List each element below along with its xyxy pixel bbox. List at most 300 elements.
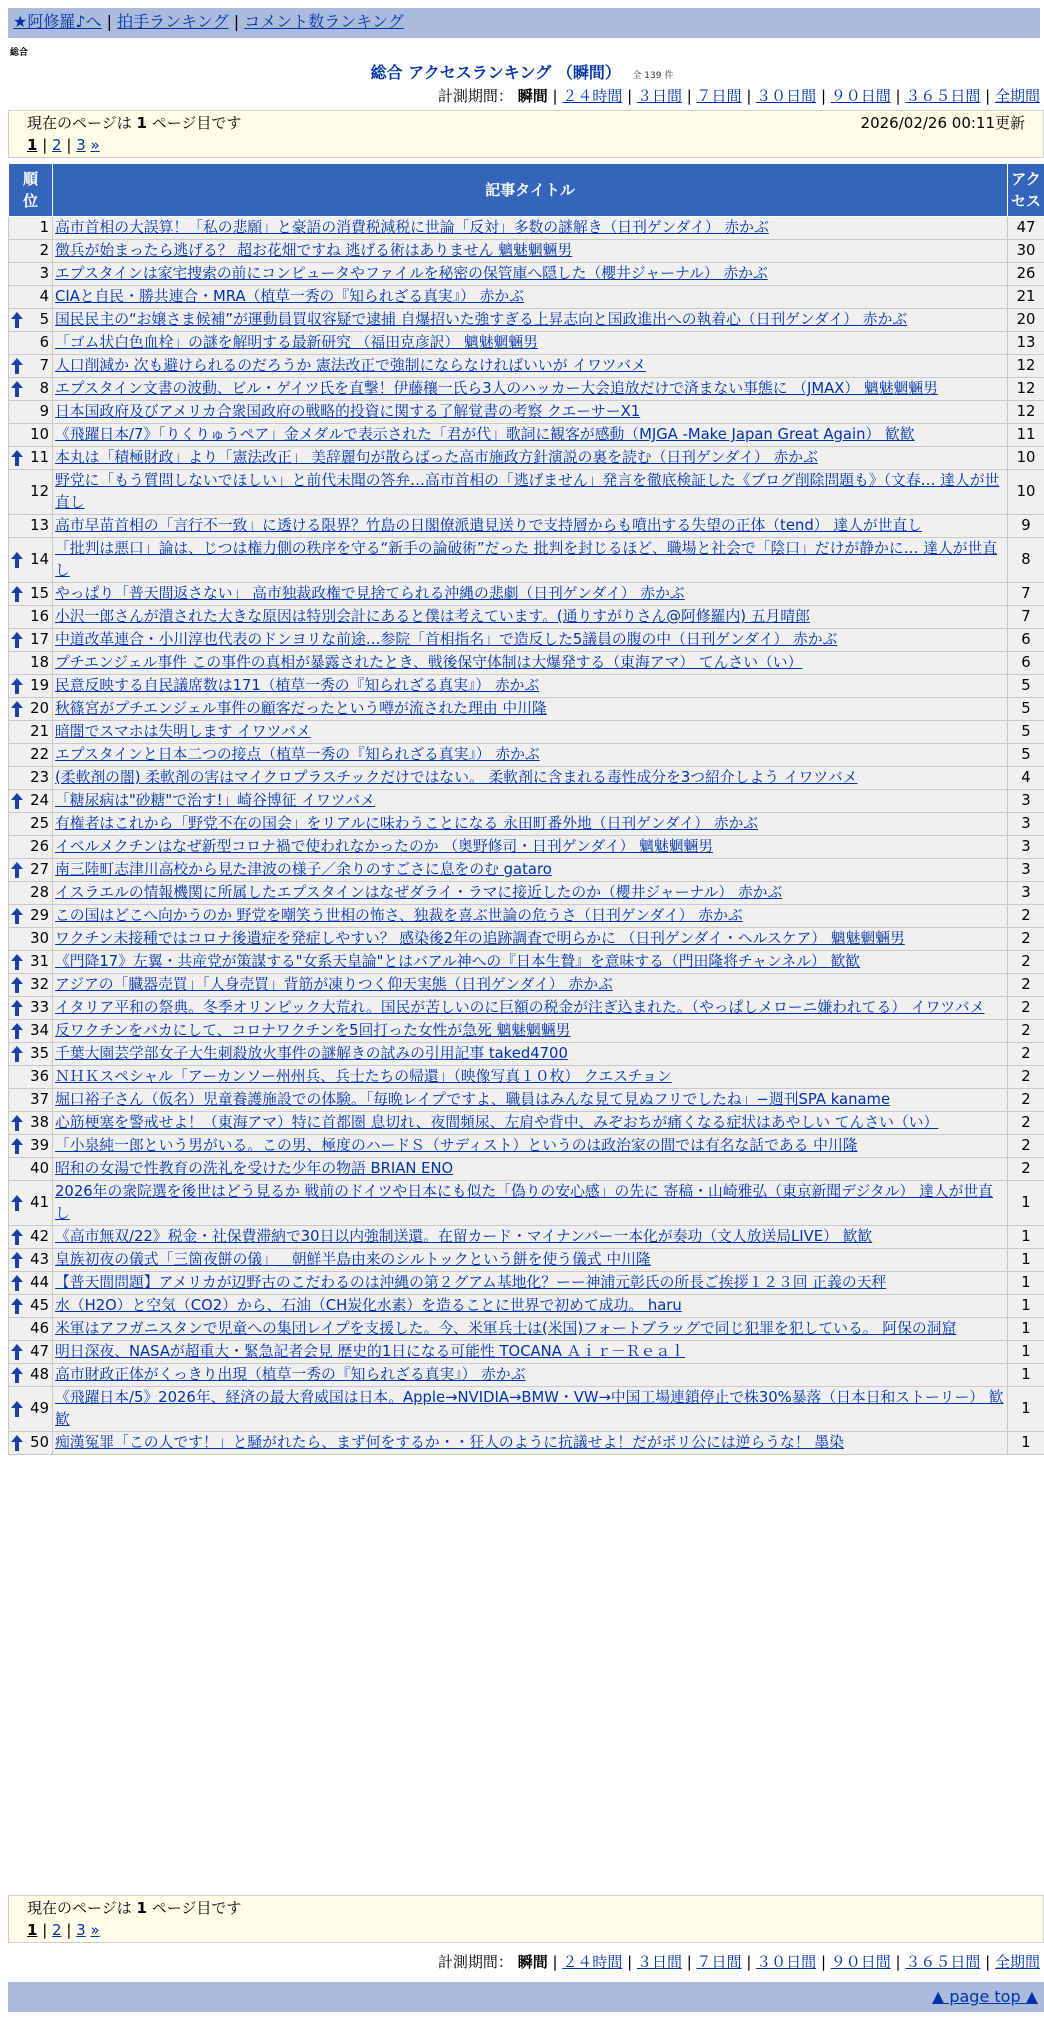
- separator: |: [61, 1921, 77, 1939]
- period-link[interactable]: ３６５日間: [905, 1953, 981, 1971]
- rank-up-arrow-icon: [11, 358, 23, 374]
- rank-cell: [9, 309, 53, 332]
- article-link[interactable]: 明日深夜、NASAが超重大・緊急記者会見 歴史的1日になる可能性 TOCANA Ａｉｒ－Ｒｅａｌ: [55, 1343, 685, 1360]
- rank-up-arrow-icon: [11, 793, 23, 809]
- page-link-3[interactable]: 3: [76, 1921, 86, 1939]
- article-link[interactable]: イスラエルの情報機関に所属したエプスタインはなぜダライ・ラマに接近したのか（櫻井ジャーナル） 赤かぶ: [55, 884, 783, 901]
- rank-cell: [9, 1272, 53, 1295]
- page-status: 現在のページは 1 ページ目です: [27, 114, 242, 132]
- separator: |: [37, 1921, 53, 1939]
- next-page-link[interactable]: »: [90, 136, 100, 154]
- access-count: 9: [1008, 515, 1044, 538]
- article-link[interactable]: (柔軟剤の闇) 柔軟剤の害はマイクロプラスチックだけではない。 柔軟剤に含まれる毒性成分を3つ紹介しよう イワツバメ: [55, 769, 858, 786]
- rank-cell: [9, 538, 53, 583]
- title-cell: [53, 1318, 1008, 1341]
- rank-cell: [9, 1158, 53, 1181]
- access-count: 1: [1008, 1387, 1044, 1432]
- rank-number: 29: [30, 907, 49, 924]
- rank-number: 46: [30, 1320, 49, 1337]
- article-link[interactable]: 「小泉純一郎という男がいる。この男、極度のハードＳ（サディスト）というのは政治家の間では有名な話である 中川隆: [55, 1137, 858, 1154]
- access-count: 2: [1008, 905, 1044, 928]
- table-row: [9, 928, 1044, 951]
- article-link[interactable]: 南三陸町志津川高校から見た津波の様子／余りのすごさに息をのむ gataro: [55, 861, 552, 878]
- title-cell: [53, 286, 1008, 309]
- rank-up-arrow-icon: [11, 701, 23, 717]
- rank-cell: [9, 217, 53, 240]
- title-cell: [53, 1066, 1008, 1089]
- access-count: 1: [1008, 1181, 1044, 1226]
- article-link[interactable]: 高市早苗首相の「言行不一致」に透ける限界？竹島の日閣僚派遣見送りで支持層からも噴出する失望の正体（tend） 達人が世直し: [55, 517, 923, 534]
- article-link[interactable]: 民意反映する自民議席数は171（植草一秀の『知られざる真実』） 赤かぶ: [55, 677, 540, 694]
- access-count: 10: [1008, 447, 1044, 470]
- rank-cell: [9, 744, 53, 767]
- rank-cell: [9, 974, 53, 997]
- separator: |: [980, 1953, 995, 1971]
- title-cell: [53, 606, 1008, 629]
- table-row: [9, 905, 1044, 928]
- period-current: 瞬間: [517, 87, 548, 105]
- rank-cell: [9, 401, 53, 424]
- article-link[interactable]: エプスタインと日本二つの接点（植草一秀の『知られざる真実』） 赤かぶ: [55, 746, 540, 763]
- access-count: 47: [1008, 217, 1044, 240]
- table-row: [9, 1295, 1044, 1318]
- rank-cell: [9, 1318, 53, 1341]
- access-count: 13: [1008, 332, 1044, 355]
- article-link[interactable]: 「糖尿病は"砂糖"で治す!」崎谷博征 イワツバメ: [55, 792, 375, 809]
- title-cell: [53, 836, 1008, 859]
- page-links: [27, 135, 1025, 155]
- article-link[interactable]: 小沢一郎さんが潰された大きな原因は特別会計にあると僕は考えています。(通りすがりさん@阿修羅内) 五月晴郎: [55, 608, 810, 625]
- ranking-table: [8, 163, 1044, 1455]
- access-count: 1: [1008, 1226, 1044, 1249]
- rank-number: 30: [30, 930, 49, 947]
- article-link[interactable]: エプスタインは家宅捜索の前にコンピュータやファイルを秘密の保管庫へ隠した（櫻井ジャーナル） 赤かぶ: [55, 265, 768, 282]
- title-cell: [53, 1112, 1008, 1135]
- period-link[interactable]: ９０日間: [830, 1953, 891, 1971]
- rank-up-arrow-icon: [11, 678, 23, 694]
- article-link[interactable]: 堀口裕子さん（仮名）児童養護施設での体験。「毎晩レイプですよ、職員はみんな見て見ぬフリでしたね」−週刊SPA kaname: [55, 1091, 891, 1108]
- access-count: 12: [1008, 401, 1044, 424]
- title-cell: [53, 813, 1008, 836]
- access-count: 12: [1008, 378, 1044, 401]
- access-count: 5: [1008, 744, 1044, 767]
- table-row: [9, 1272, 1044, 1295]
- rank-number: 9: [39, 403, 49, 420]
- article-link[interactable]: 昭和の女湯で性教育の洗礼を受けた少年の物語 BRIAN ENO: [55, 1160, 454, 1177]
- article-link[interactable]: この国はどこへ向かうのか 野党を嘲笑う世相の怖さ、独裁を喜ぶ世論の危うさ（日刊ゲンダイ） 赤かぶ: [55, 907, 743, 924]
- rank-cell: [9, 928, 53, 951]
- page-link-1: 1: [27, 1921, 38, 1939]
- title-cell: [53, 928, 1008, 951]
- rank-number: 42: [30, 1228, 49, 1245]
- table-row: [9, 1387, 1044, 1432]
- separator: |: [816, 1953, 831, 1971]
- article-link[interactable]: 《飛躍日本/7》「りくりゅうペア」金メダルで表示された「君が代」歌詞に観客が感動（MJGA -Make Japan Great Again） 歓歓: [55, 426, 915, 443]
- updated-timestamp: 2026/02/26 00:11更新: [860, 114, 1025, 132]
- period-current: 瞬間: [517, 1953, 548, 1971]
- table-row: [9, 515, 1044, 538]
- access-count: 5: [1008, 698, 1044, 721]
- page-top-link[interactable]: ▲ page top ▲: [931, 1987, 1038, 2006]
- title-cell: [53, 217, 1008, 240]
- period-label: 計測期間：: [437, 87, 513, 105]
- rank-cell: [9, 652, 53, 675]
- table-row: [9, 1181, 1044, 1226]
- access-count: 11: [1008, 424, 1044, 447]
- separator: |: [547, 87, 563, 105]
- page-link-3[interactable]: 3: [76, 136, 86, 154]
- article-link[interactable]: イタリア平和の祭典。冬季オリンピック大荒れ。国民が苦しいのに巨額の税金が注ぎ込まれた。（やっぱしメローニ嫌われてる） イワツバメ: [55, 999, 985, 1016]
- rank-up-arrow-icon: [11, 552, 23, 568]
- table-row: [9, 240, 1044, 263]
- period-link[interactable]: 全期間: [994, 1953, 1040, 1971]
- rank-number: 45: [30, 1297, 49, 1314]
- access-count: 2: [1008, 1112, 1044, 1135]
- access-count: 6: [1008, 652, 1044, 675]
- rank-cell: [9, 951, 53, 974]
- table-row: [9, 744, 1044, 767]
- table-row: [9, 378, 1044, 401]
- title-cell: [53, 240, 1008, 263]
- article-link[interactable]: 《飛躍日本/5》2026年、経済の最大脅威国は日本。Apple→NVIDIA→BMW・VW→中国工場連鎖停止で株30%暴落（日本日和ストーリー） 歓歓: [55, 1389, 1004, 1428]
- rank-number: 41: [30, 1194, 49, 1211]
- rank-number: 18: [30, 654, 49, 671]
- separator: |: [37, 136, 53, 154]
- rank-number: 34: [30, 1022, 49, 1039]
- article-link[interactable]: 秋篠宮がプチエンジェル事件の顧客だったという噂が流された理由 中川隆: [55, 700, 547, 717]
- access-count: 6: [1008, 629, 1044, 652]
- next-page-link[interactable]: »: [90, 1921, 100, 1939]
- rank-cell: [9, 263, 53, 286]
- rank-cell: [9, 790, 53, 813]
- rank-up-arrow-icon: [11, 954, 23, 970]
- title-cell: [53, 332, 1008, 355]
- access-count: 5: [1008, 675, 1044, 698]
- table-row: [9, 1158, 1044, 1181]
- article-link[interactable]: 「ゴム状白色血栓」の謎を解明する最新研究 （福田克彦訳） 魑魅魍魎男: [55, 334, 538, 351]
- table-row: [9, 401, 1044, 424]
- period-link[interactable]: ３６５日間: [905, 87, 981, 105]
- access-count: 1: [1008, 1341, 1044, 1364]
- table-row: [9, 859, 1044, 882]
- rank-up-arrow-icon: [11, 381, 23, 397]
- title-cell: [53, 355, 1008, 378]
- table-row: [9, 470, 1044, 515]
- access-count: 3: [1008, 790, 1044, 813]
- rank-number: 36: [30, 1068, 49, 1085]
- table-row: [9, 836, 1044, 859]
- access-count: 2: [1008, 1043, 1044, 1066]
- rank-number: 48: [30, 1366, 49, 1383]
- table-row: [9, 1249, 1044, 1272]
- rank-number: 19: [30, 677, 49, 694]
- separator: |: [106, 12, 113, 31]
- article-link[interactable]: 痴漢冤罪「この人です！」と騒がれたら、まず何をするか・・狂人のように抗議せよ！だがポリ公には逆らうな！ 墨染: [55, 1434, 844, 1451]
- article-link[interactable]: 暗闇でスマホは失明します イワツバメ: [55, 723, 311, 740]
- article-link[interactable]: 千葉大園芸学部女子大生刺殺放火事件の謎解きの試みの引用記事 taked4700: [55, 1045, 568, 1062]
- article-link[interactable]: 徴兵が始まったら逃げる？ 超お花畑ですね 逃げる術はありません 魑魅魍魎男: [55, 242, 573, 259]
- access-count: 12: [1008, 355, 1044, 378]
- rank-cell: [9, 1387, 53, 1432]
- rank-cell: [9, 1089, 53, 1112]
- page-link-2[interactable]: 2: [52, 1921, 62, 1939]
- rank-number: 4: [39, 288, 49, 305]
- rank-number: 22: [30, 746, 49, 763]
- rank-cell: [9, 1181, 53, 1226]
- article-link[interactable]: 人口削減か 次も避けられるのだろうか 憲法改正で強制にならなければいいが イワツバメ: [55, 357, 646, 374]
- period-link[interactable]: ３日間: [636, 87, 682, 105]
- table-row: [9, 675, 1044, 698]
- rank-cell: [9, 1249, 53, 1272]
- rank-number: 23: [30, 769, 49, 786]
- title-cell: [53, 1272, 1008, 1295]
- rank-up-arrow-icon: [11, 1115, 23, 1131]
- table-row: [9, 1020, 1044, 1043]
- rank-number: 7: [39, 357, 49, 374]
- separator: |: [980, 87, 995, 105]
- title-cell: [53, 583, 1008, 606]
- article-link[interactable]: 日本国政府及びアメリカ合衆国政府の戦略的投資に関する了解覚書の考察 クエーサーX1: [55, 403, 641, 420]
- access-count: 1: [1008, 1295, 1044, 1318]
- period-link[interactable]: ３０日間: [756, 1953, 817, 1971]
- rank-number: 8: [39, 380, 49, 397]
- access-count: 1: [1008, 1272, 1044, 1295]
- comment-ranking-link[interactable]: コメント数ランキング: [244, 12, 404, 31]
- pager-top: [8, 110, 1044, 158]
- rank-number: 27: [30, 861, 49, 878]
- rank-cell: [9, 1112, 53, 1135]
- rank-number: 5: [39, 311, 49, 328]
- access-count: 2: [1008, 1135, 1044, 1158]
- rank-number: 31: [30, 953, 49, 970]
- table-row: [9, 1066, 1044, 1089]
- access-count: 3: [1008, 859, 1044, 882]
- table-row: [9, 606, 1044, 629]
- title-cell: [53, 698, 1008, 721]
- period-link[interactable]: ３０日間: [756, 87, 817, 105]
- table-row: [9, 882, 1044, 905]
- rank-up-arrow-icon: [11, 632, 23, 648]
- access-count: 3: [1008, 813, 1044, 836]
- rank-number: 33: [30, 999, 49, 1016]
- rank-number: 1: [39, 219, 49, 236]
- period-link[interactable]: ３日間: [636, 1953, 682, 1971]
- article-link[interactable]: 反ワクチンをバカにして、コロナワクチンを5回打った女性が急死 魑魅魍魎男: [55, 1022, 571, 1039]
- period-link[interactable]: ２４時間: [562, 1953, 623, 1971]
- period-selector: [438, 86, 1040, 106]
- rank-up-arrow-icon: [11, 312, 23, 328]
- article-link[interactable]: 中道改革連合・小川淳也代表のドンヨリな前途…参院「首相指名」で造反した5議員の腹の中（日刊ゲンダイ） 赤かぶ: [55, 631, 838, 648]
- rank-number: 38: [30, 1114, 49, 1131]
- article-link[interactable]: 2026年の衆院選を後世はどう見るか 戦前のドイツや日本にも似た「偽りの安心感」の先に 寄稿・山崎雅弘（東京新聞デジタル） 達人が世直し: [55, 1183, 993, 1222]
- title-cell: [53, 882, 1008, 905]
- access-count: 2: [1008, 974, 1044, 997]
- rank-up-arrow-icon: [11, 586, 23, 602]
- title-cell: [53, 1387, 1008, 1432]
- article-link[interactable]: 米軍はアフガニスタンで児童への集団レイプを支援した。今、米軍兵士は(米国)フォートブラッグで同じ犯罪を犯している。 阿保の洞窟: [55, 1320, 957, 1337]
- page-links: [27, 1920, 1025, 1940]
- rank-cell: [9, 675, 53, 698]
- table-row: [9, 951, 1044, 974]
- table-row: [9, 652, 1044, 675]
- period-link[interactable]: ７日間: [696, 87, 742, 105]
- table-row: [9, 1341, 1044, 1364]
- article-link[interactable]: 水（H2O）と空気（CO2）から、石油（CH炭化水素）を造ることに世界で初めて成功。 haru: [55, 1297, 682, 1314]
- table-row: [9, 263, 1044, 286]
- table-row: [9, 790, 1044, 813]
- rank-number: 20: [30, 700, 49, 717]
- article-link[interactable]: 野党に「もう質問しないでほしい」と前代未聞の答弁…高市首相の「逃げません」発言を徹底検証した《ブログ削除問題も》（文春… 達人が世直し: [55, 472, 1000, 511]
- table-row: [9, 447, 1044, 470]
- rank-cell: [9, 240, 53, 263]
- article-link[interactable]: 有権者はこれから「野党不在の国会」をリアルに味わうことになる 永田町番外地（日刊ゲンダイ） 赤かぶ: [55, 815, 759, 832]
- access-count: 2: [1008, 1158, 1044, 1181]
- rank-number: 24: [30, 792, 49, 809]
- article-link[interactable]: 高市首相の大誤算！「私の悲願」と豪語の消費税減税に世論「反対」多数の謎解き（日刊ゲンダイ） 赤かぶ: [55, 219, 769, 236]
- title-cell: [53, 263, 1008, 286]
- ranking-title-text: 総合 アクセスランキング （瞬間）: [370, 63, 621, 82]
- article-link[interactable]: 国民民主の“お嬢さま候補”が運動員買収容疑で逮捕 自爆招いた強すぎる上昇志向と国政進出への執着心（日刊ゲンダイ） 赤かぶ: [55, 311, 908, 328]
- title-cell: [53, 401, 1008, 424]
- clap-ranking-link[interactable]: 拍手ランキング: [117, 12, 229, 31]
- rank-cell: [9, 859, 53, 882]
- article-link[interactable]: プチエンジェル事件 この事件の真相が暴露されたとき、戦後保守体制は大爆発する（東海アマ） てんさい（い）: [55, 654, 803, 671]
- rank-cell: [9, 515, 53, 538]
- access-count: 21: [1008, 286, 1044, 309]
- period-link[interactable]: 全期間: [994, 87, 1040, 105]
- rank-number: 15: [30, 585, 49, 602]
- table-row: [9, 698, 1044, 721]
- article-link[interactable]: 《門降17》左翼・共産党が策謀する"女系天皇論"とはバアル神への『日本生贄』を意味する（門田隆将チャンネル） 歓歓: [55, 953, 861, 970]
- period-link[interactable]: ９０日間: [830, 87, 891, 105]
- article-link[interactable]: エプスタイン文書の波動、ビル・ゲイツ氏を直撃！伊藤穰一氏ら3人のハッカー大会追放だけで済まない事態に （JMAX） 魑魅魍魎男: [55, 380, 938, 397]
- separator: |: [890, 87, 906, 105]
- rank-up-arrow-icon: [11, 1023, 23, 1039]
- title-cell: [53, 767, 1008, 790]
- title-cell: [53, 378, 1008, 401]
- title-cell: [53, 905, 1008, 928]
- rank-header: 順位: [9, 164, 53, 217]
- table-row: [9, 767, 1044, 790]
- rank-up-arrow-icon: [11, 1195, 23, 1211]
- separator: |: [681, 1953, 697, 1971]
- title-cell: [53, 951, 1008, 974]
- article-link[interactable]: イベルメクチンはなぜ新型コロナ禍で使われなかったのか （奥野修司・日刊ゲンダイ） 魑魅魍魎男: [55, 838, 714, 855]
- title-cell: [53, 652, 1008, 675]
- access-count: 5: [1008, 721, 1044, 744]
- access-count: 20: [1008, 309, 1044, 332]
- table-row: [9, 997, 1044, 1020]
- rank-cell: [9, 378, 53, 401]
- rank-cell: [9, 882, 53, 905]
- rank-up-arrow-icon: [11, 1401, 23, 1417]
- rank-cell: [9, 286, 53, 309]
- rank-number: 50: [30, 1434, 49, 1451]
- period-link[interactable]: ７日間: [696, 1953, 742, 1971]
- rank-up-arrow-icon: [11, 450, 23, 466]
- rank-number: 44: [30, 1274, 49, 1291]
- period-label: 計測期間：: [437, 1953, 513, 1971]
- article-link[interactable]: やっぱり「普天間返さない」 高市独裁政権で見捨てられる沖縄の悲劇（日刊ゲンダイ） 赤かぶ: [55, 585, 685, 602]
- access-header: アクセス: [1008, 164, 1044, 217]
- rank-cell: [9, 1364, 53, 1387]
- title-cell: [53, 1135, 1008, 1158]
- top-nav-bar: [8, 8, 1040, 38]
- rank-cell: [9, 355, 53, 378]
- separator: |: [741, 87, 757, 105]
- rank-number: 16: [30, 608, 49, 625]
- article-link[interactable]: アジアの「臓器売買」「人身売買」背筋が凍りつく仰天実態（日刊ゲンダイ） 赤かぶ: [55, 976, 613, 993]
- ranking-count: 全 139 件: [632, 71, 674, 81]
- article-link[interactable]: CIAと自民・勝共連合・MRA（植草一秀の『知られざる真実』） 赤かぶ: [55, 288, 525, 305]
- rank-number: 2: [39, 242, 49, 259]
- home-link[interactable]: ★阿修羅♪へ: [13, 12, 102, 31]
- rank-cell: [9, 606, 53, 629]
- article-link[interactable]: 高市財政正体がくっきり出現（植草一秀の『知られざる真実』） 赤かぶ: [55, 1366, 526, 1383]
- access-count: 2: [1008, 1089, 1044, 1112]
- page-link-2[interactable]: 2: [52, 136, 62, 154]
- rank-cell: [9, 997, 53, 1020]
- title-cell: [53, 1364, 1008, 1387]
- rank-number: 28: [30, 884, 49, 901]
- rank-cell: [9, 583, 53, 606]
- separator: |: [233, 12, 240, 31]
- rank-up-arrow-icon: [11, 1435, 23, 1451]
- title-cell: [53, 675, 1008, 698]
- access-count: 4: [1008, 767, 1044, 790]
- article-link[interactable]: 心筋梗塞を警戒せよ！（東海アマ）特に首都圏 息切れ、夜間頻尿、左肩や背中、みぞおちが痛くなる症状はあやしい てんさい（い）: [55, 1114, 939, 1131]
- table-row: [9, 286, 1044, 309]
- table-row: [9, 1089, 1044, 1112]
- access-count: 10: [1008, 470, 1044, 515]
- article-link[interactable]: ワクチン未接種ではコロナ後遺症を発症しやすい？ 感染後2年の追跡調査で明らかに （日刊ゲンダイ・ヘルスケア） 魑魅魍魎男: [55, 930, 905, 947]
- rank-cell: [9, 470, 53, 515]
- article-link[interactable]: 「批判は悪口」論は、じつは権力側の秩序を守る“新手の論破術”だった 批判を封じるほど、職場と社会で「陰口」だけが静かに… 達人が世直し: [55, 540, 998, 579]
- access-count: 1: [1008, 1432, 1044, 1455]
- rank-up-arrow-icon: [11, 1252, 23, 1268]
- rank-number: 17: [30, 631, 49, 648]
- article-link[interactable]: ＮＨＫスペシャル「アーカンソー州州兵、兵士たちの帰還」（映像写真１０枚） クエスチョン: [55, 1068, 672, 1085]
- rank-number: 32: [30, 976, 49, 993]
- title-cell: [53, 1043, 1008, 1066]
- rank-number: 13: [30, 517, 49, 534]
- rank-up-arrow-icon: [11, 1298, 23, 1314]
- rank-number: 39: [30, 1137, 49, 1154]
- access-count: 7: [1008, 606, 1044, 629]
- rank-cell: [9, 1135, 53, 1158]
- article-link[interactable]: 《高市無双/22》税金・社保費滞納で30日以内強制送還。在留カード・マイナンバー一本化が奏功（文人放送局LIVE） 歓歓: [55, 1228, 873, 1245]
- rank-up-arrow-icon: [11, 908, 23, 924]
- table-row: [9, 1432, 1044, 1455]
- page-status: 現在のページは 1 ページ目です: [27, 1899, 242, 1917]
- table-row: [9, 721, 1044, 744]
- table-row: [9, 1364, 1044, 1387]
- title-cell: [53, 1020, 1008, 1043]
- article-link[interactable]: 皇族初夜の儀式「三箇夜餅の儀」＿朝鮮半島由来のシルトックという餅を使う儀式 中川隆: [55, 1251, 651, 1268]
- article-link[interactable]: 本丸は「積極財政」より「憲法改正」 美辞麗句が散らばった高市施政方針演説の裏を読む（日刊ゲンダイ） 赤かぶ: [55, 449, 818, 466]
- access-count: 2: [1008, 1066, 1044, 1089]
- rank-number: 21: [30, 723, 49, 740]
- article-link[interactable]: 【普天間問題】アメリカが辺野古のこだわるのは沖縄の第２グアム基地化？ーー神浦元彰氏の所長ご挨拶１２３回 正義の天秤: [55, 1274, 887, 1291]
- rank-cell: [9, 1043, 53, 1066]
- rank-up-arrow-icon: [11, 862, 23, 878]
- table-row: [9, 538, 1044, 583]
- title-cell: [53, 1226, 1008, 1249]
- rank-number: 26: [30, 838, 49, 855]
- table-row: [9, 309, 1044, 332]
- period-link[interactable]: ２４時間: [562, 87, 623, 105]
- title-cell: [53, 1158, 1008, 1181]
